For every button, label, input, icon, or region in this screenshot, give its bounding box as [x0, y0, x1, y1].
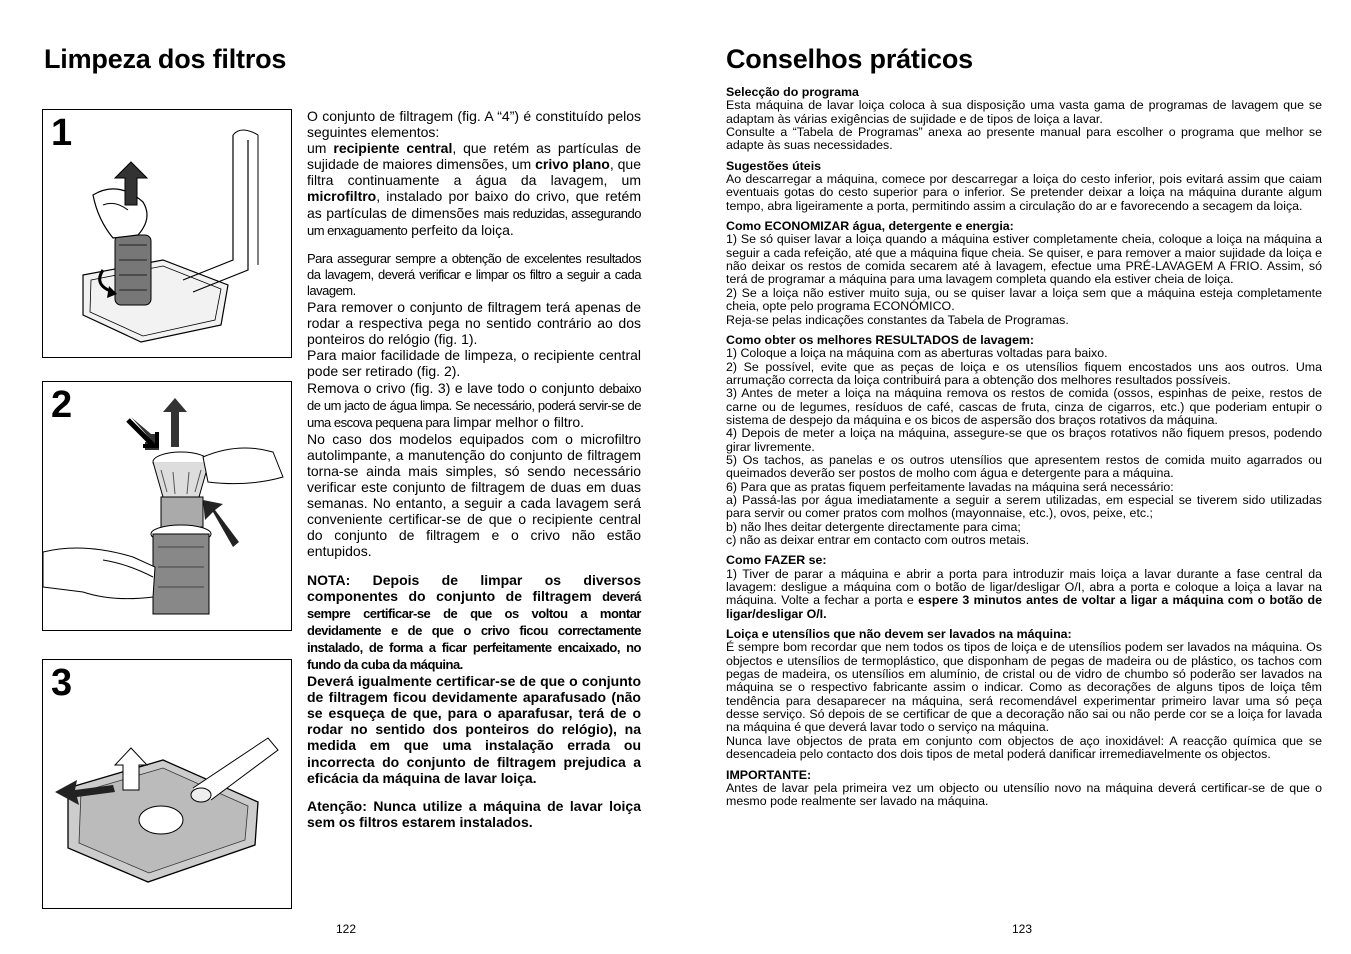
figure-2-central-container — [42, 381, 292, 631]
section-heading: Selecção do programa — [726, 85, 859, 99]
text: mais reduzidas, assegurando um enxaguamento — [307, 205, 641, 238]
right-body-text — [726, 86, 1322, 816]
paragraph — [726, 568, 1322, 621]
paragraph: Ao descarregar a máquina, comece por descarregar a loiça do cesto inferior, pois evitará assim que caiam eventuais gotas do cesto superior para o inferior. Se pretender deixar a loiça na máquina durante algum tempo, abra ligeiramente a porta, permitindo assim a circulação do ar e favorecendo a secagem da loiça. — [726, 172, 1322, 213]
paragraph: 1) Se só quiser lavar a loiça quando a máquina estiver completamente cheia, coloque a loiça na máquina a seguir a cada refeição, até que a máquina fique cheia. Se quiser, e para remover a maior sujidade da loiça e não deixar os restos de comida secarem até à lavagem, efectue uma PRÉ-LAVAGEM A FRIO. Assim, só terá de programar a máquina para uma lavagem completa quando ela estiver cheia de loiça. — [726, 232, 1322, 287]
paragraph: Consulte a “Tabela de Programas” anexa ao presente manual para escolher o programa que melhor se adapte às suas necessidades. — [726, 125, 1322, 153]
page-title-right: Conselhos práticos — [726, 44, 973, 74]
figure-number: 1 — [51, 112, 73, 154]
section-heading: Como obter os melhores RESULTADOS de lavagem: — [726, 332, 1034, 347]
page-number-left: 122 — [336, 922, 357, 936]
paragraph: É sempre bom recordar que nem todos os tipos de loiça e de utensílios podem ser lavados na máquina. Os objectos e utensílios de termoplástico, que disponham de pegas de madeira ou de plástico, os tachos com pegas de madeira, os utensílios em alumínio, de cristal ou de vidro de chumbo só poderão ser lavados na máquina se o respectivo fabricante assim o indicar. Como as decorações de alguns tipos de loiça têm tendência para desaparecer na máquina, será recomendável experimentar primeiro lavar uma só peça desse serviço. Só depois de se certificar de que a decoração não sai ou não perde cor se a loiça for lavada na máquina é que deverá lavar todo o serviço na máquina. — [726, 640, 1322, 735]
note-paragraph: Deverá igualmente certificar-se de que o conjunto de filtragem ficou devidamente aparafusado (não se esqueça de que, para o aparafusar, terá de o rodar no sentido dos ponteiros do relógio), na medida em que uma instalação errada ou incorrecta do conjunto de filtragem prejudica a eficácia da máquina de lavar loiça. — [307, 673, 641, 786]
text: perfeito da loiça. — [407, 221, 514, 238]
paragraph: Para remover o conjunto de filtragem terá apenas de rodar a respectiva pega no sentido contrário ao dos ponteiros do relógio (fig. 1). — [307, 299, 641, 348]
paragraph: 5) Os tachos, as panelas e os outros utensílios que apresentem restos de comida muito agarrados ou queimados deverão ser postos de molho com água e detergente para a máquina. — [726, 452, 1322, 481]
left-body-text — [307, 108, 641, 830]
section-heading: Sugestões úteis — [726, 158, 822, 173]
paragraph: 2) Se a loiça não estiver muito suja, ou se quiser lavar a loiça sem que a máquina esteja completamente cheia, opte pelo programa ECONÓMICO. — [726, 285, 1322, 314]
paragraph: No caso dos modelos equipados com o microfiltro autolimpante, a manutenção do conjunto de filtragem torna-se ainda mais simples, só sendo necessário verificar este conjunto de filtragem de duas em duas semanas. No entanto, a seguir a cada lavagem será conveniente certificar-se de que o recipiente central do conjunto de filtragem e o crivo não estão entupidos. — [307, 430, 641, 560]
section-important — [726, 769, 1322, 809]
paragraph — [307, 140, 641, 239]
section-heading: Loiça e utensílios que não devem ser lavados na máquina: — [726, 627, 1072, 642]
paragraph: a) Passá-las por água imediatamente a seguir a serem utilizadas, em especial se tiverem sido utilizadas para servir ou comer pratos com molhos (mayonnaise, etc.), ovos, peixe, etc.; — [726, 492, 1322, 521]
note-paragraph — [307, 572, 641, 674]
figure-3-flat-sieve — [42, 659, 292, 909]
section-program-selection — [726, 86, 1322, 153]
paragraph: 6) Para que as pratas fiquem perfeitamente lavadas na máquina será necessário: — [726, 479, 1174, 494]
paragraph — [307, 380, 641, 431]
text: limpar melhor o filtro. — [449, 413, 585, 430]
paragraph: 1) Coloque a loiça na máquina com as aberturas voltadas para baixo. — [726, 346, 1108, 361]
figure-1-filter-removal — [42, 109, 292, 358]
paragraph: Para assegurar sempre a obtenção de excelentes resultados da lavagem, deverá verificar e limpar os filtro a seguir a cada lavagem. — [307, 250, 641, 298]
paragraph: c) não as deixar entrar em contacto com outros metais. — [726, 533, 1030, 547]
paragraph: 2) Se possível, evite que as peças de loiça e os utensílios fiquem encostados uns aos outros. Uma arrumação correcta da loiça contribuirá para a obtenção dos melhores resultados possíveis. — [726, 359, 1322, 387]
section-heading: Como FAZER se: — [726, 553, 827, 568]
text: , instalado por baixo do crivo, que retém as partículas de dimensões — [307, 188, 641, 221]
figure-number: 2 — [51, 384, 73, 426]
flat-sieve-illustration — [43, 660, 291, 908]
text-bold: NOTA: Depois de limpar os diversos componentes do conjunto de filtragem — [307, 571, 641, 604]
page-number-right: 123 — [1012, 922, 1033, 936]
paragraph — [307, 108, 641, 140]
text-bold: recipiente central — [333, 140, 453, 157]
section-heading: IMPORTANTE: — [726, 767, 812, 782]
section-economize — [726, 220, 1322, 327]
page-title-left: Limpeza dos filtros — [44, 44, 287, 74]
text-bold: microfiltro — [307, 188, 377, 205]
central-container-illustration — [43, 382, 291, 630]
text-bold: deverá sempre certificar-se de que os voltou a montar devidamente e de que o crivo ficou correctamente instalado, de forma a ficar perfeitamente encaixado, no fundo da cuba da máquina. — [307, 588, 641, 672]
paragraph: b) não lhes deitar detergente directamente para cima; — [726, 519, 1021, 534]
warning-paragraph: Atenção: Nunca utilize a máquina de lavar loiça sem os filtros estarem instalados. — [307, 797, 641, 830]
paragraph: Esta máquina de lavar loiça coloca à sua disposição uma vasta gama de programas de lavagem que se adaptam às várias exigências de sujidade e de tipos de loiça a lavar. — [726, 98, 1322, 126]
paragraph: Nunca lave objectos de prata em conjunto com objectos de aço inoxidável: A reacção química que se desencadeia pelo contacto dos dois tipos de metal poderá danificar irremediavelmente os objectos. — [726, 733, 1322, 762]
text: , que filtra continuamente a água da lavagem, um — [307, 156, 642, 189]
paragraph: 3) Antes de meter a loiça na máquina remova os restos de comida (ossos, espinhas de peixe, restos de carne ou de legumes, resíduos de café, cascas de fruta, cinza de cigarros, etc.) que poderiam entupir o sistema de despejo da máquina e os bicos de aspersão dos braços rotativos da máquina. — [726, 386, 1322, 427]
section-not-dishwasher-safe — [726, 628, 1322, 761]
text: Remova o crivo (fig. 3) e lave todo o conjunto — [307, 379, 599, 396]
filter-removal-illustration — [43, 110, 291, 357]
text: um — [307, 140, 334, 157]
text-bold: crivo plano — [535, 156, 610, 173]
section-useful-tips — [726, 160, 1322, 213]
paragraph: Reja-se pelas indicações constantes da Tabela de Programas. — [726, 312, 1069, 327]
paragraph: 4) Depois de meter a loiça na máquina, assegure-se que os braços rotativos não fiquem presos, podendo girar livremente. — [726, 426, 1322, 454]
paragraph: Para maior facilidade de limpeza, o recipiente central pode ser retirado (fig. 2). — [307, 347, 641, 380]
figure-number: 3 — [51, 662, 73, 704]
section-how-to — [726, 554, 1322, 621]
text: , que retém as partículas de sujidade de maiores dimensões, um — [307, 140, 642, 173]
text: debaixo de um jacto de água limpa. Se necessário, poderá servir-se de uma escova pequena para — [307, 380, 641, 430]
section-heading: Como ECONOMIZAR água, detergente e energia: — [726, 219, 1014, 234]
text: O conjunto de filtragem (fig. A “4”) é constituído pelos seguintes elementos: — [307, 108, 641, 141]
paragraph: Antes de lavar pela primeira vez um objecto ou utensílio novo na máquina deverá certificar-se de que o mesmo pode realmente ser lavado na máquina. — [726, 780, 1322, 809]
section-best-results — [726, 334, 1322, 548]
text: 1) Tiver de parar a máquina e abrir a porta para introduzir mais loiça a lavar durante a fase central da lavagem: desligue a máquina com o botão de ligar/desligar O/I, abra a porta e coloque a loiça a lavar na máquina. Volte a fechar a porta e — [726, 566, 1322, 608]
text-bold: espere 3 minutos antes de voltar a ligar a máquina com o botão de ligar/desligar O/I. — [726, 593, 1322, 621]
